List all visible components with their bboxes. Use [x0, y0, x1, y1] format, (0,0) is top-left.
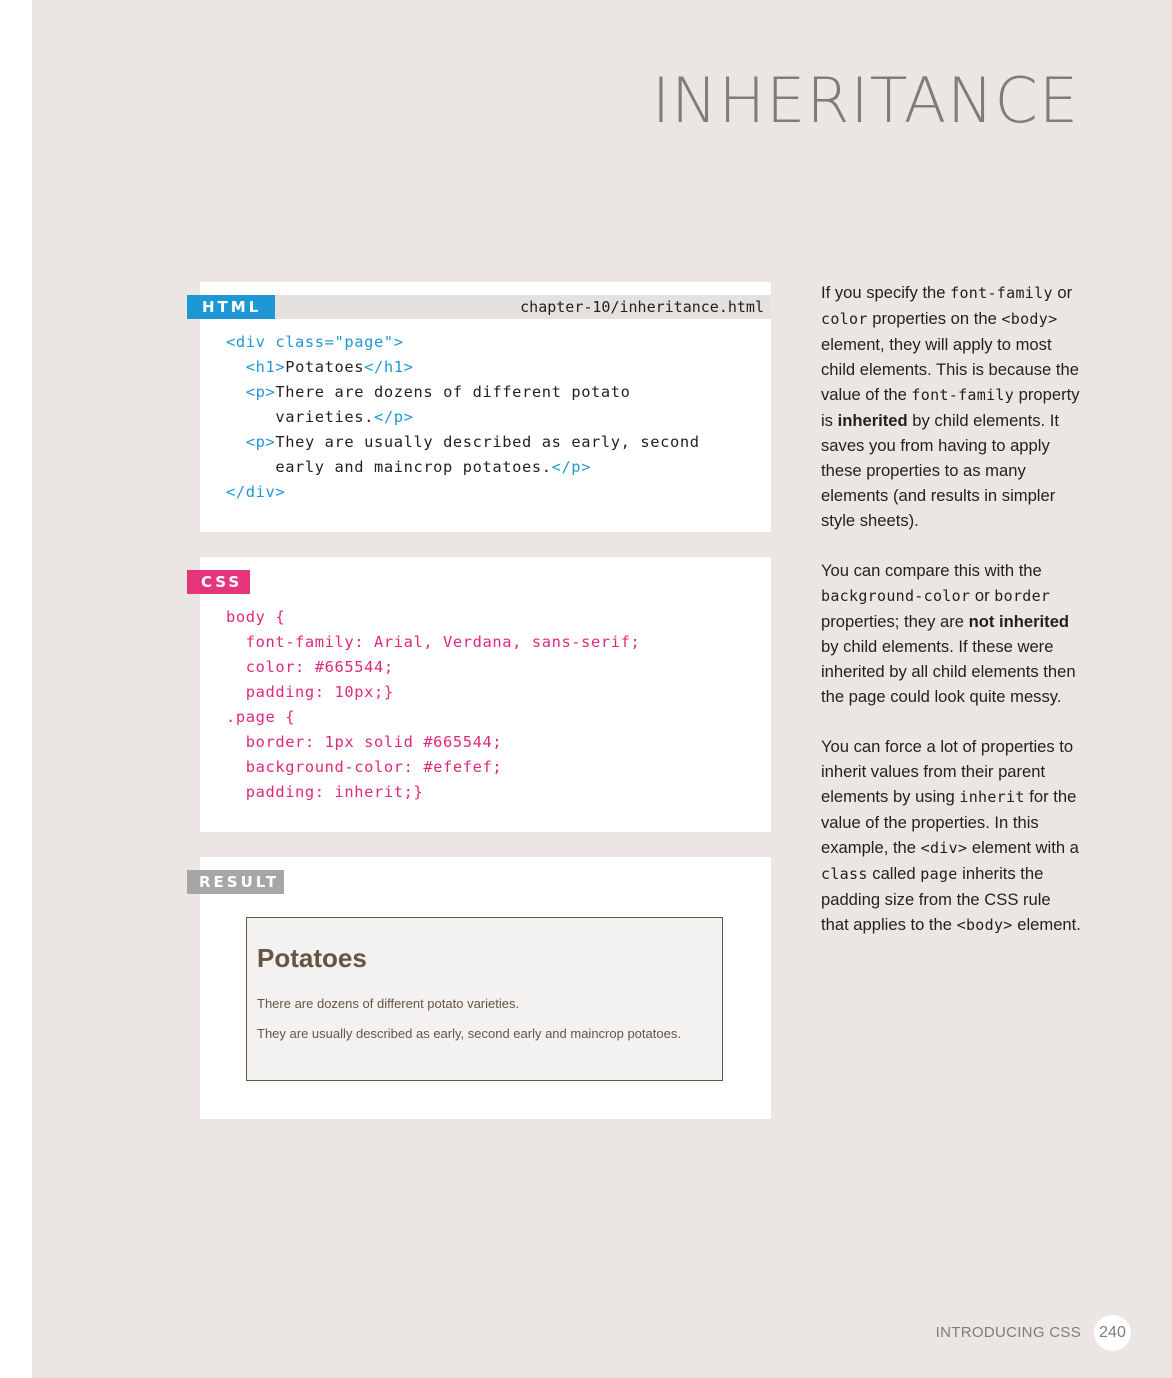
body-text-run: property is — [821, 385, 1080, 430]
result-label: RESULT — [187, 870, 284, 894]
html-tag-token: <h1> — [245, 358, 286, 376]
html-text-token: early and maincrop potatoes. — [226, 458, 552, 476]
inline-code: font-family — [911, 386, 1015, 404]
html-text-token: Potatoes — [285, 358, 365, 376]
body-text-run: called — [867, 864, 921, 883]
inline-code: background-color — [821, 587, 971, 605]
result-heading: Potatoes — [257, 943, 367, 973]
inline-code: <body> — [956, 916, 1013, 934]
body-text-run: properties on the — [867, 309, 1002, 328]
body-text-run: by child elements. If these were inherited by all child elements then the page could look quite messy. — [821, 637, 1076, 706]
html-text-token: varieties. — [226, 408, 374, 426]
body-text-run: inherits the padding size from the CSS rule that applies to the — [821, 864, 1051, 934]
body-paragraph — [821, 558, 1081, 709]
inline-code: border — [994, 587, 1051, 605]
html-filename: chapter-10/inheritance.html — [520, 298, 764, 316]
footer-section-label: INTRODUCING CSS — [935, 1324, 1081, 1341]
html-tag-token: </div> — [226, 483, 286, 501]
html-code-line — [226, 408, 413, 426]
css-code-block — [226, 605, 640, 805]
css-code-line: padding: inherit;} — [226, 783, 424, 801]
css-label: CSS — [187, 570, 250, 594]
body-text-run: You can force a lot of properties to inherit values from their parent elements by using — [821, 737, 1074, 806]
html-tag-token: </p> — [551, 458, 592, 476]
html-code-line — [226, 458, 591, 476]
html-text-token — [226, 433, 246, 451]
emphasis-text: not inherited — [968, 612, 1070, 631]
body-text-run: by child elements. It saves you from having to apply these properties to as many elements (and results in simpler style sheets). — [821, 411, 1059, 530]
html-code-line — [226, 483, 285, 501]
inline-code: <body> — [1001, 310, 1058, 328]
html-text-token: They are usually described as early, second — [275, 433, 700, 451]
body-text-run: or — [970, 586, 995, 605]
css-code-line: background-color: #efefef; — [226, 758, 503, 776]
css-code-line: body { — [226, 608, 286, 626]
html-text-token — [226, 383, 246, 401]
body-text-run: for the value of the properties. In this example, the — [821, 787, 1077, 857]
html-code-block — [226, 330, 700, 505]
html-text-token: There are dozens of different potato — [275, 383, 631, 401]
emphasis-text: inherited — [837, 411, 908, 430]
css-code-line: border: 1px solid #665544; — [226, 733, 503, 751]
css-code-line: .page { — [226, 708, 296, 726]
html-tag-token: <p> — [245, 383, 276, 401]
css-code-line: padding: 10px;} — [226, 683, 394, 701]
body-text-run: element. — [1012, 915, 1081, 934]
body-text-run: element, they will apply to most child elements. This is because the value of the — [821, 335, 1079, 404]
inline-code: color — [821, 310, 868, 328]
html-tag-token: </p> — [374, 408, 414, 426]
css-code-line: font-family: Arial, Verdana, sans-serif; — [226, 633, 641, 651]
inline-code: <div> — [920, 839, 968, 857]
page-number: 240 — [1094, 1315, 1131, 1351]
result-paragraph-1: There are dozens of different potato varieties. — [257, 996, 520, 1011]
inline-code: class — [821, 865, 868, 883]
html-label: HTML — [187, 295, 275, 319]
html-code-line — [226, 433, 700, 451]
inline-code: inherit — [959, 788, 1025, 806]
html-code-line — [226, 333, 404, 351]
html-tag-token: <div class="page"> — [226, 333, 404, 351]
body-text-run: You can compare this with the — [821, 561, 1042, 580]
page-title: INHERITANCE — [651, 64, 1079, 137]
html-text-token — [226, 358, 246, 376]
body-text-run: If you specify the — [821, 283, 951, 302]
body-paragraph — [821, 734, 1081, 938]
html-tag-token: <p> — [245, 433, 276, 451]
html-code-line — [226, 358, 413, 376]
body-text-column — [821, 280, 1081, 963]
css-code-line: color: #665544; — [226, 658, 394, 676]
body-text-run: or — [1052, 283, 1073, 302]
result-preview-box — [246, 917, 723, 1081]
inline-code: page — [920, 865, 958, 883]
result-paragraph-2: They are usually described as early, second early and maincrop potatoes. — [257, 1026, 681, 1041]
html-tag-token: </h1> — [364, 358, 414, 376]
body-paragraph — [821, 280, 1081, 533]
html-code-line — [226, 383, 631, 401]
body-text-run: element with a — [967, 838, 1079, 857]
inline-code: font-family — [950, 284, 1053, 302]
body-text-run: properties; they are — [821, 612, 969, 631]
